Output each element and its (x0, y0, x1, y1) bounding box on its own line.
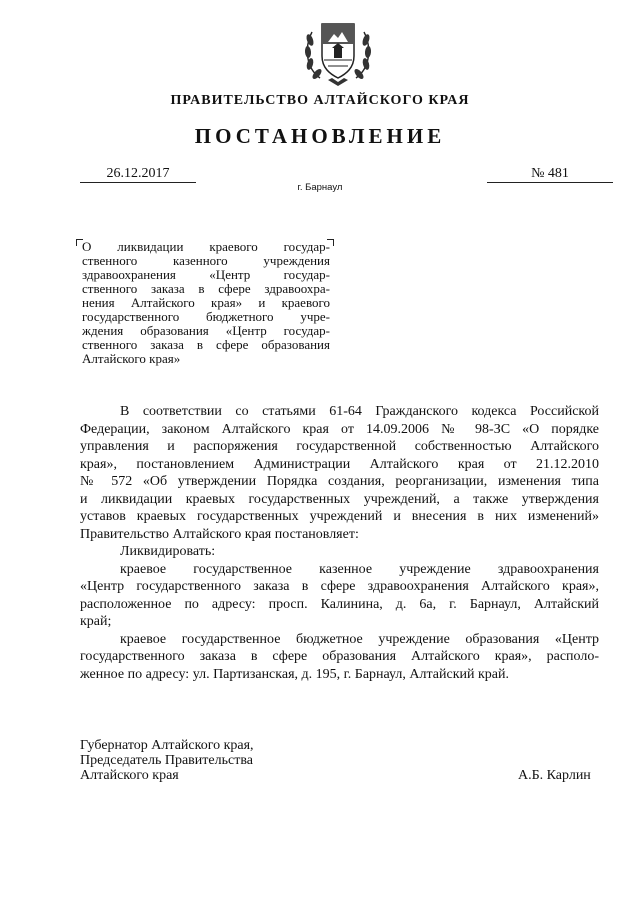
body-line: управления и распоряжения государственной собственностью Алтайского (80, 439, 599, 454)
document-number: № 481 (487, 166, 613, 183)
body-line: женное по адресу: ул. Партизанская, д. 195, г. Барнаул, Алтайский край. (80, 666, 510, 682)
body-line: № 572 «Об утверждении Порядка создания, реорганизации, изменения типа (80, 474, 599, 489)
document-city: г. Барнаул (297, 182, 343, 193)
signer-name: А.Б. Карлин (518, 768, 591, 783)
body-line: и ликвидации краевых государственных учреждений, а также утверждения (80, 491, 599, 507)
coat-of-arms-icon (298, 10, 378, 90)
document-date: 26.12.2017 (80, 166, 196, 183)
subject-line: О ликвидации краевого государ- (82, 239, 330, 254)
body-line: Федерации, законом Алтайского края от 14.09.2006 № 98-ЗС «О порядке (80, 421, 599, 437)
government-title: ПРАВИТЕЛЬСТВО АЛТАЙСКОГО КРАЯ (170, 93, 470, 108)
body-line: краевое государственное казенное учреждение здравоохранения (120, 561, 599, 577)
body-line: расположенное по адресу: просп. Калинина, д. 6а, г. Барнаул, Алтайский (80, 596, 599, 612)
body-line: уставов краевых государственных учреждений и внесения в них изменений» (80, 509, 599, 524)
body-line: Правительство Алтайского края постановляет: (80, 526, 359, 542)
body-line: «Центр государственного заказа в сфере здравоохранения Алтайского края», (80, 579, 599, 594)
subject-line: нения Алтайского края» и краевого (82, 295, 330, 310)
body-line: Ликвидировать: (120, 544, 216, 559)
subject-line: Алтайского края» (82, 351, 181, 366)
body-line: В соответствии со статьями 61-64 Гражданского кодекса Российской (120, 404, 599, 419)
subject-line: ственного казенного учреждения (82, 253, 330, 268)
body-line: края», постановлением Администрации Алтайского края от 21.12.2010 (80, 456, 599, 472)
body-line: государственного заказа в сфере образования Алтайского края», располо- (80, 649, 599, 664)
signature-line: Губернатор Алтайского края, (80, 738, 254, 753)
signature-line: Алтайского края (80, 768, 179, 783)
signature-line: Председатель Правительства (80, 753, 253, 768)
subject-line: ственного заказа в сфере здравоохра- (82, 281, 330, 296)
document-body (80, 403, 599, 683)
subject-line: здравоохранения «Центр государ- (82, 267, 330, 282)
body-line: край; (80, 614, 112, 629)
subject-line: ственного заказа в сфере образования (82, 337, 330, 352)
subject-line: ждения образования «Центр государ- (82, 323, 330, 338)
document-subject (82, 240, 330, 366)
document-type: ПОСТАНОВЛЕНИЕ (194, 124, 446, 148)
signature-position (80, 738, 254, 783)
subject-line: государственного бюджетного учре- (82, 309, 330, 324)
body-line: краевое государственное бюджетное учреждение образования «Центр (120, 631, 599, 647)
